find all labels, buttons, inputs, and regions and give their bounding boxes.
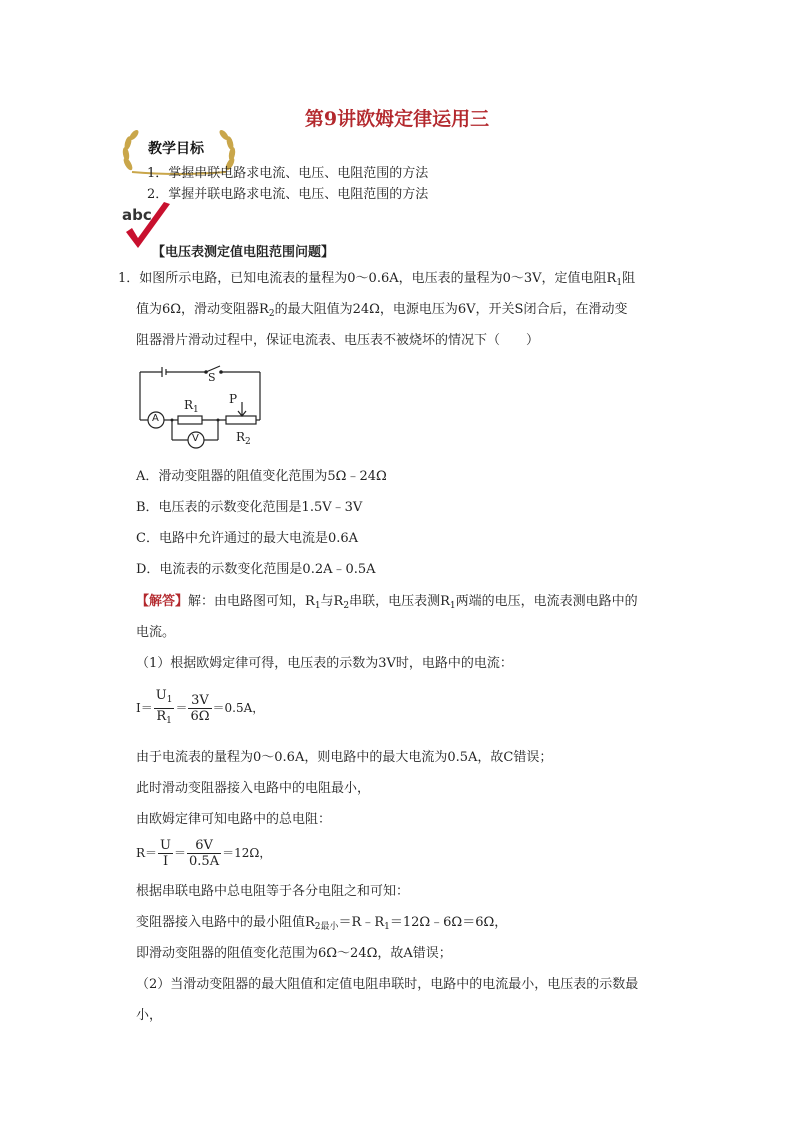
equation-current: I＝ $\frac{U_1}{R_1}$ ＝ $\frac{3V}{6\Omega}$ ＝0.5A， (136, 688, 265, 726)
page-title: 第9讲欧姆定律运用三 (304, 108, 490, 130)
question-line: 1．如图所示电路，已知电流表的量程为0～0.6A，电压表的量程为0～3V，定值电阻$R_1$阻 (118, 271, 636, 288)
option-d: D．电流表的示数变化范围是0.2A﹣0.5A (136, 562, 376, 577)
voltmeter-label: V (192, 433, 199, 444)
slider-label: P (229, 392, 238, 406)
solution-step1: （1）根据欧姆定律可得，电压表的示数为3V时，电路中的电流： (136, 656, 513, 671)
solution-line: 小， (136, 1008, 163, 1023)
question-line: 值为6Ω，滑动变阻器$R_2$的最大阻值为24Ω，电源电压为6V，开关S闭合后，在滑动变 (136, 302, 628, 319)
solution-line: 此时滑动变阻器接入电路中的电阻最小， (136, 781, 371, 796)
r1-label: $R_1$ (184, 398, 199, 415)
section-heading: 【电压表测定值电阻范围问题】 (152, 245, 335, 260)
equation-resistance: R＝ $\frac{U}{I}$ ＝ $\frac{6V}{0.5A}$ ＝12Ω， (136, 838, 272, 869)
teaching-goals-label: 教学目标 (148, 141, 204, 157)
option-c: C．电路中允许通过的最大电流是0.6A (136, 531, 359, 546)
switch-label: S (208, 371, 216, 384)
solution-tag: 【解答】 (136, 594, 189, 609)
solution-line: 电流。 (136, 625, 176, 640)
solution-step2: （2）当滑动变阻器的最大阻值和定值电阻串联时，电路中的电流最小，电压表的示数最 (136, 977, 639, 992)
circuit-diagram (132, 364, 264, 460)
abc-logo-text: abc (122, 206, 152, 224)
solution-line: 由于电流表的量程为0～0.6A，则电路中的最大电流为0.5A，故C错误； (136, 750, 553, 765)
solution-line: 变阻器接入电路中的最小阻值$R_{2最小}=R﹣R_1=12\Omega﹣6\Omega=6\Omega$， (136, 915, 508, 932)
solution-intro: 【解答】解：由电路图可知，$R_1$与$R_2$串联，电压表测$R_1$两端的电压，电流表测电路中的 (136, 594, 638, 611)
r1-resistor (178, 416, 202, 424)
ammeter-label: A (152, 413, 159, 424)
r2-rheostat (226, 416, 256, 424)
question-line: 阻器滑片滑动过程中，保证电流表、电压表不被烧坏的情况下（ ） (136, 333, 540, 348)
goal-item: 1．掌握串联电路求电流、电压、电阻范围的方法 (147, 166, 429, 181)
r2-label: $R_2$ (236, 430, 251, 447)
option-b: B．电压表的示数变化范围是1.5V﹣3V (136, 500, 363, 515)
solution-line: 由欧姆定律可知电路中的总电阻： (136, 812, 332, 827)
solution-line: 根据串联电路中总电阻等于各分电阻之和可知： (136, 884, 410, 899)
option-a: A．滑动变阻器的阻值变化范围为5Ω﹣24Ω (136, 469, 387, 484)
solution-line: 即滑动变阻器的阻值变化范围为6Ω～24Ω，故A错误； (136, 946, 452, 961)
goal-item: 2．掌握并联电路求电流、电压、电阻范围的方法 (147, 187, 429, 202)
